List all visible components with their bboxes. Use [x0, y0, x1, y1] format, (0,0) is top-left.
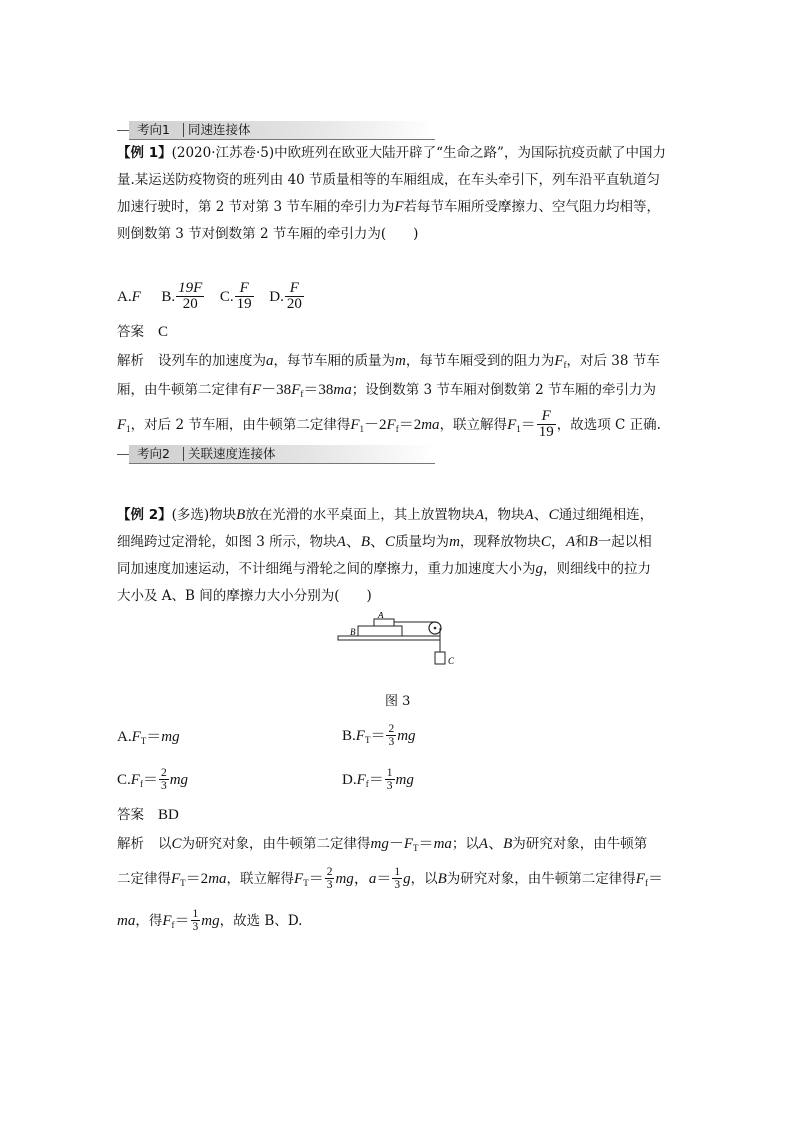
- pulley-diagram: [330, 612, 470, 682]
- section-label: 考向1: [137, 122, 170, 137]
- figure-caption: 图 3: [385, 694, 411, 709]
- answer-value: C: [158, 324, 169, 340]
- option-c[interactable]: C. $\frac{F}{19}$: [219, 280, 252, 312]
- label-a: A: [378, 612, 384, 620]
- example1-line2: 量.某运送防疫物资的班列由 40 节质量相等的车厢组成，在车头牵引下，列车沿平直轨道匀: [117, 172, 661, 188]
- example-tag: 【例 2】: [117, 507, 172, 523]
- example2-analysis-line1: 解析 以C为研究对象，由牛顿第二定律得$mg-F_T=ma$；以A、B为研究对象，由牛顿第: [117, 836, 648, 853]
- block-b: [358, 626, 402, 636]
- option-b[interactable]: B. $\frac{19F}{20}$: [161, 280, 203, 312]
- option-a[interactable]: A.F: [117, 289, 141, 305]
- label-c: C: [448, 656, 455, 666]
- example1-options: [117, 282, 305, 313]
- section-header-1: [117, 119, 435, 141]
- section-title: 关联速度连接体: [188, 446, 276, 461]
- example1-line3: 加速行驶时，第 2 节对第 3 节车厢的牵引力为F若每节车厢所受摩擦力、空气阻力均相等，: [117, 199, 661, 215]
- example2-answer: 答案 BD: [117, 807, 179, 823]
- label-b: B: [350, 627, 356, 637]
- option-c[interactable]: $C.F_f=$ $\frac{2}{3}$ mg: [117, 767, 189, 792]
- block-c: [435, 652, 445, 664]
- section-header-2: [117, 443, 435, 465]
- example2-line3: 同加速度加速运动，不计细绳与滑轮之间的摩擦力，重力加速度大小为g，则细线中的拉力: [117, 561, 651, 577]
- option-a[interactable]: $A.F_T=mg$: [117, 729, 180, 746]
- block-a: [374, 619, 394, 626]
- example1-analysis-line2: 厢，由牛顿第二定律有$F-38F_f=38ma$；设倒数第 3 节车厢对倒数第 2 节车厢的牵引力为: [117, 382, 657, 399]
- example2-line2: 细绳跨过定滑轮，如图 3 所示，物块A、B、C质量均为m，现释放物块C，A和B一起以相: [117, 534, 652, 550]
- section-title: 同速连接体: [188, 122, 251, 137]
- example-tag: 【例 1】: [117, 145, 172, 161]
- answer-value: BD: [158, 807, 179, 823]
- example2-analysis-line2: 二定律得$F_T=2ma$，联立解得$F_T=$ $\frac{2}{3}$ mg，a＝ $\frac{1}{3}$ g，以B为研究对象，由牛顿第二定律得$F_f=$: [117, 866, 663, 891]
- example1-line1: 【例 1】(2020·江苏卷·5)中欧班列在欧亚大陆开辟了“生命之路”，为国际抗疫贡献了中国力: [117, 145, 666, 161]
- example2-analysis-line3: ma，得$F_f=$ $\frac{1}{3}$ mg，故选 B、D.: [117, 908, 303, 933]
- option-d[interactable]: $D.F_f=$ $\frac{1}{3}$ mg: [342, 767, 414, 792]
- example-source: (2020·江苏卷·5): [171, 145, 275, 161]
- example1-analysis-line3: $F_1$，对后 2 节车厢，由牛顿第二定律得$F_1-2F_f=2ma$，联立解得$F_1=$ $\frac{F}{19}$ ，故选项 C 正确.: [117, 408, 661, 440]
- section-label: 考向2: [137, 446, 170, 461]
- option-d[interactable]: D. $\frac{F}{20}$: [269, 280, 302, 312]
- example1-answer: 答案 C: [117, 324, 169, 340]
- option-b[interactable]: $B.F_T=$ $\frac{2}{3}$ mg: [342, 723, 416, 748]
- example2-line1: 【例 2】(多选)物块B放在光滑的水平桌面上，其上放置物块A，物块A、C通过细绳相连，: [117, 507, 654, 523]
- example1-analysis-line1: 解析 设列车的加速度为a，每节车厢的质量为m，每节车厢受到的阻力为$F_f$，对后 38 节车: [117, 353, 660, 370]
- example1-line4: 则倒数第 3 节对倒数第 2 节车厢的牵引力为( ): [117, 226, 419, 242]
- example2-line4: 大小及 A、B 间的摩擦力大小分别为( ): [117, 588, 372, 604]
